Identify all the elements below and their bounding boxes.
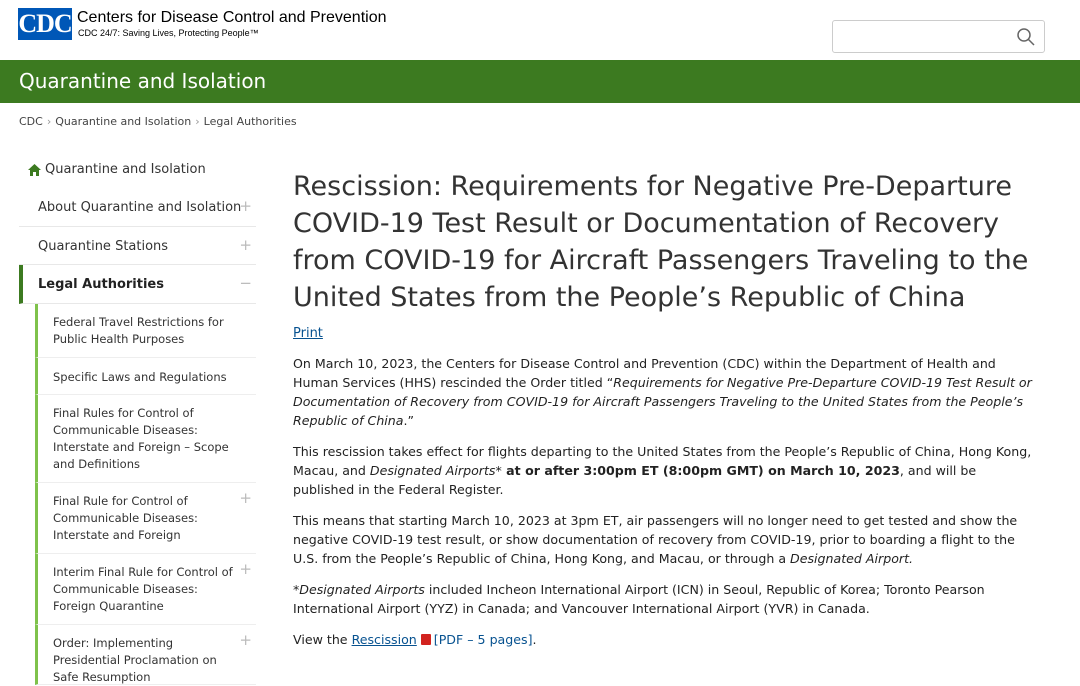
org-tagline: CDC 24/7: Saving Lives, Protecting People™ xyxy=(78,28,259,38)
paragraph-1: On March 10, 2023, the Centers for Disease Control and Prevention (CDC) within the Department of Health and Human Services (HHS) rescinded the Order titled “Requirements for Negative Pre-Departure COVID-19 Test Result or Documentation of Recovery from COVID-19 for Aircraft Passengers Traveling to the United States from the People’s Republic of China.” xyxy=(293,356,1032,428)
site-header xyxy=(0,0,1080,60)
sidebar-item-about[interactable] xyxy=(19,188,256,227)
sidebar-subitem-final-rule[interactable] xyxy=(35,483,256,554)
designated-airports-ref: Designated Airports* xyxy=(369,463,502,478)
breadcrumb-separator-icon: › xyxy=(195,115,200,128)
sidebar-item-stations[interactable] xyxy=(19,227,256,265)
effective-time: at or after 3:00pm ET (8:00pm GMT) on March 10, 2023 xyxy=(501,463,900,478)
section-title-bar xyxy=(0,60,1080,103)
sidebar-subitem-label: Final Rule for Control of Communicable Diseases: Interstate and Foreign xyxy=(53,494,198,542)
breadcrumb-cdc[interactable]: CDC xyxy=(19,115,43,128)
page-title: Rescission: Requirements for Negative Pre-Departure COVID-19 Test Result or Documentation of Recovery from COVID-19 for Aircraft Passengers Traveling to the United States from the People’s Republic of China xyxy=(293,171,1029,313)
org-name[interactable]: Centers for Disease Control and Prevention xyxy=(77,9,387,26)
designated-airports-term: Designated Airports xyxy=(299,582,425,597)
paragraph-2: This rescission takes effect for flights departing to the United States from the People’s Republic of China, Hong Kong, Macau, and Designated Airports* at or after 3:00pm ET (8:00pm GMT) on March 10, 2023, and will be published in the Federal Register. xyxy=(293,444,1032,497)
sidebar-item-label: Quarantine Stations xyxy=(38,239,169,254)
sidebar-item-label: Legal Authorities xyxy=(38,277,164,292)
expand-icon[interactable]: + xyxy=(239,560,252,578)
paragraph-3: This means that starting March 10, 2023 at 3pm ET, air passengers will no longer need to get tested and show the negative COVID-19 test result, or show documentation of recovery from COVID-19, prior to boarding a flight to the U.S. from the People’s Republic of China, Hong Kong, and Macau, or through a Designated Airport. xyxy=(293,513,1018,566)
sidebar-subitem-label: Specific Laws and Regulations xyxy=(53,370,227,384)
search-icon[interactable] xyxy=(1016,27,1036,47)
expand-icon[interactable]: + xyxy=(239,631,252,649)
sidebar-subitem-label: Order: Implementing Presidential Proclamation on Safe Resumption xyxy=(53,636,217,684)
sidebar-subitem-interim-final-rule[interactable] xyxy=(35,554,256,625)
search-input[interactable] xyxy=(841,25,1006,49)
sidebar-subitem-federal-travel[interactable] xyxy=(35,304,256,358)
sidebar-item-label: About Quarantine and Isolation xyxy=(38,200,242,215)
cdc-logo[interactable]: CDC xyxy=(18,9,72,38)
order-title: Requirements for Negative Pre-Departure COVID-19 Test Result or Documentation of Recovery from COVID-19 for Aircraft Passengers Traveling to the United States from the People’s Republic of China xyxy=(293,375,1032,428)
breadcrumb-quarantine[interactable]: Quarantine and Isolation xyxy=(55,115,192,128)
expand-icon[interactable]: + xyxy=(239,236,252,254)
sidebar-subitem-label: Federal Travel Restrictions for Public Health Purposes xyxy=(53,315,224,346)
paragraph-4: *Designated Airports included Incheon International Airport (ICN) in Seoul, Republic of Korea; Toronto Pearson International Airport (YYZ) in Canada; and Vancouver International Airport (YVR) in Canada. xyxy=(293,582,985,616)
breadcrumb-legal[interactable]: Legal Authorities xyxy=(203,115,297,128)
paragraph-5: View the Rescission [PDF – 5 pages]. xyxy=(293,632,537,647)
section-title[interactable]: Quarantine and Isolation xyxy=(19,69,267,93)
rescission-link[interactable]: Rescission xyxy=(351,632,417,647)
print-link[interactable]: Print xyxy=(293,326,323,341)
sidebar-subitem-label: Final Rules for Control of Communicable Diseases: Interstate and Foreign – Scope and Definitions xyxy=(53,406,229,471)
expand-icon[interactable]: + xyxy=(239,197,252,215)
sidebar-subitem-label: Interim Final Rule for Control of Communicable Diseases: Foreign Quarantine xyxy=(53,565,233,613)
sidebar-subitem-order[interactable] xyxy=(35,625,256,685)
sidebar-subitem-specific-laws[interactable] xyxy=(35,358,256,395)
pdf-icon xyxy=(421,634,431,645)
main-content xyxy=(293,168,1038,649)
breadcrumb xyxy=(19,115,297,128)
pdf-size-label: [PDF – 5 pages] xyxy=(433,632,533,647)
home-icon xyxy=(28,164,41,176)
sidebar-home-label: Quarantine and Isolation xyxy=(45,162,206,177)
sidebar-item-legal[interactable] xyxy=(19,265,256,304)
sidebar-home[interactable] xyxy=(28,162,206,177)
sidebar-subitem-final-rules-scope[interactable] xyxy=(35,395,256,483)
search-box xyxy=(832,20,1045,53)
collapse-icon[interactable]: − xyxy=(239,274,252,292)
breadcrumb-separator-icon: › xyxy=(46,115,52,128)
expand-icon[interactable]: + xyxy=(239,489,252,507)
